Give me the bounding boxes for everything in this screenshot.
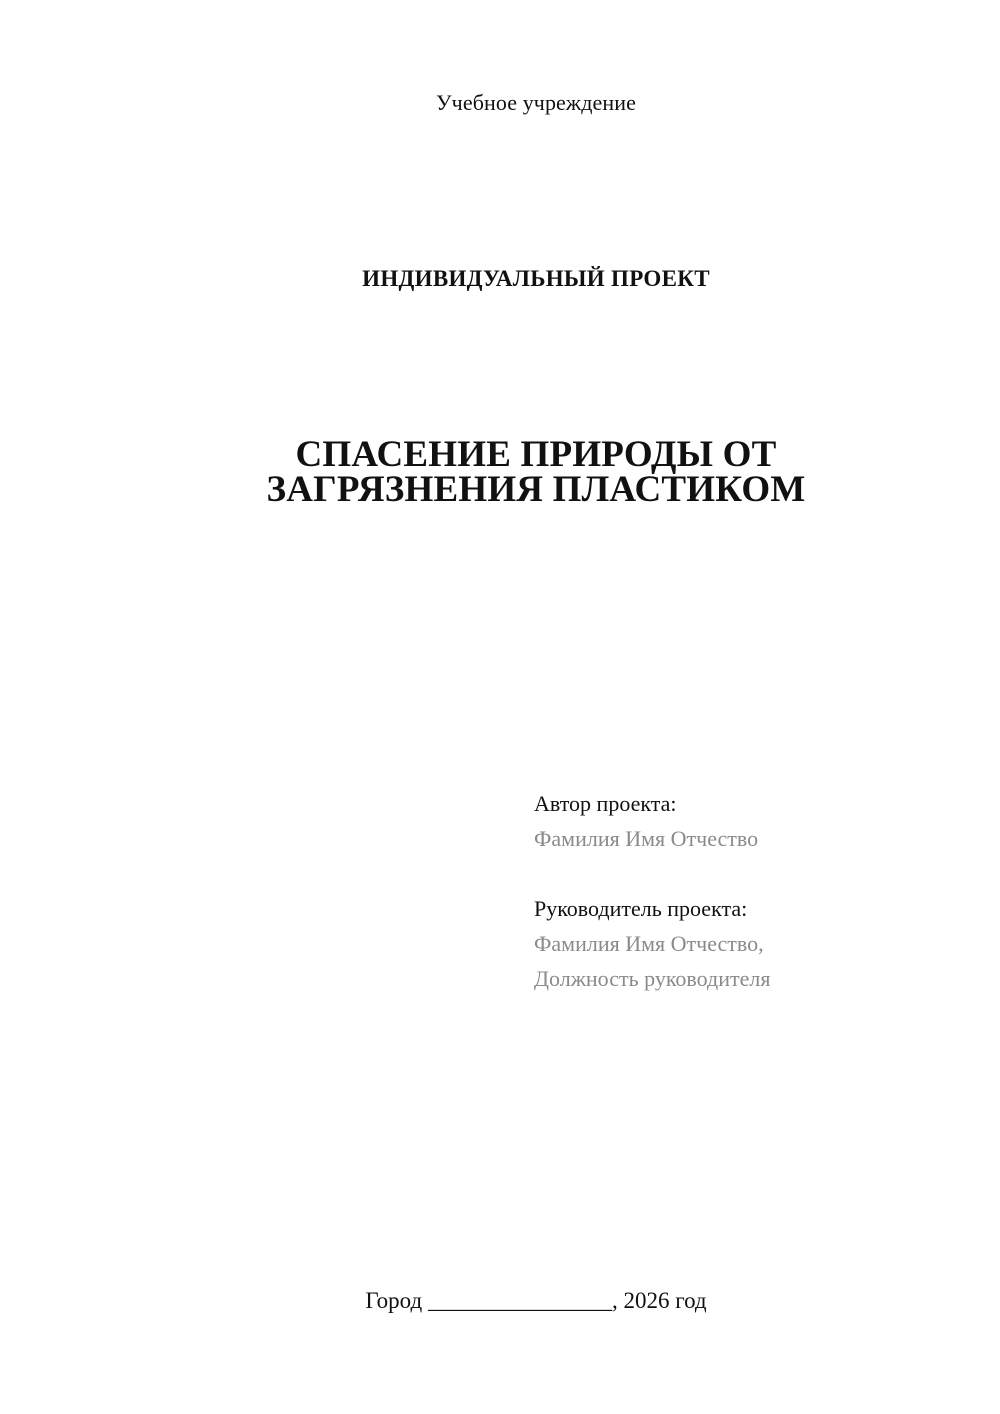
document-type-heading: ИНДИВИДУАЛЬНЫЙ ПРОЕКТ bbox=[362, 266, 710, 291]
info-spacer bbox=[534, 856, 770, 891]
author-label: Автор проекта: bbox=[534, 791, 677, 816]
supervisor-name-placeholder: Фамилия Имя Отчество, bbox=[534, 931, 764, 956]
project-info-block bbox=[534, 786, 770, 996]
institution-name: Учебное учреждение bbox=[435, 90, 636, 115]
project-title-line-2: ЗАГРЯЗНЕНИЯ ПЛАСТИКОМ bbox=[266, 469, 806, 510]
supervisor-position-placeholder: Должность руководителя bbox=[534, 966, 771, 991]
project-title bbox=[0, 434, 1000, 510]
city-year-footer: Город ________________, 2026 год bbox=[365, 1288, 707, 1313]
supervisor-label: Руководитель проекта: bbox=[534, 896, 748, 921]
author-name-placeholder: Фамилия Имя Отчество bbox=[534, 826, 759, 851]
project-title-line-1: СПАСЕНИЕ ПРИРОДЫ ОТ bbox=[295, 434, 777, 475]
